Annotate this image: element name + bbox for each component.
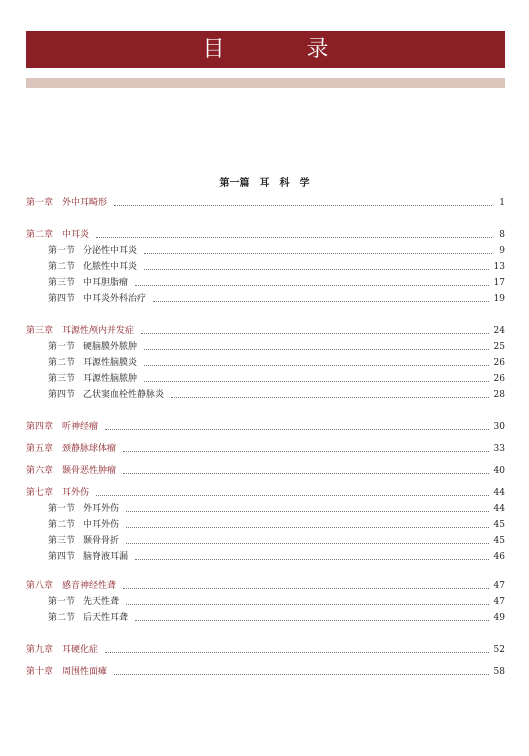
toc-section-8-2[interactable] xyxy=(26,610,505,626)
decorative-band xyxy=(26,78,505,88)
chapter-number: 第五章 xyxy=(26,444,54,454)
dot-leader xyxy=(144,253,492,254)
page-number: 19 xyxy=(493,294,505,304)
section-title: 硬脑膜外脓肿 xyxy=(83,342,138,352)
chapter-number: 第七章 xyxy=(26,488,54,498)
toc-section-8-1[interactable] xyxy=(26,594,505,610)
toc-chapter-6[interactable] xyxy=(26,463,505,479)
title-banner xyxy=(26,31,505,68)
section-number: 第一节 xyxy=(48,504,76,514)
chapter-number: 第九章 xyxy=(26,645,54,655)
section-title: 先天性聋 xyxy=(83,597,120,607)
toc-section-2-3[interactable] xyxy=(26,275,505,291)
section-number: 第三节 xyxy=(48,374,76,384)
section-title: 中耳胆脂瘤 xyxy=(83,278,129,288)
page-title: 目 录 xyxy=(202,36,359,62)
section-title: 外耳外伤 xyxy=(83,504,120,514)
dot-leader xyxy=(96,495,489,496)
section-number: 第四节 xyxy=(48,390,76,400)
section-number: 第二节 xyxy=(48,262,76,272)
page-number: 24 xyxy=(493,326,505,336)
toc-section-7-3[interactable] xyxy=(26,533,505,549)
section-number: 第一节 xyxy=(48,597,76,607)
chapter-number: 第六章 xyxy=(26,466,54,476)
page-number: 1 xyxy=(499,198,505,208)
page-number: 58 xyxy=(493,667,505,677)
dot-leader xyxy=(123,588,489,589)
section-title: 耳源性脑脓肿 xyxy=(83,374,138,384)
section-number: 第二节 xyxy=(48,358,76,368)
toc-chapter-4[interactable] xyxy=(26,419,505,435)
chapter-title: 听神经瘤 xyxy=(62,422,99,432)
page-number: 40 xyxy=(493,466,505,476)
section-number: 第四节 xyxy=(48,294,76,304)
page-number: 45 xyxy=(493,520,505,530)
page-number: 44 xyxy=(493,504,505,514)
page-number: 52 xyxy=(493,645,505,655)
section-number: 第一节 xyxy=(48,246,76,256)
chapter-title: 周围性面瘫 xyxy=(62,667,108,677)
chapter-title: 中耳炎 xyxy=(62,230,90,240)
page-number: 26 xyxy=(493,358,505,368)
page-number: 46 xyxy=(493,552,505,562)
dot-leader xyxy=(144,349,489,350)
chapter-title: 耳源性颅内并发症 xyxy=(62,326,135,336)
toc-section-2-2[interactable] xyxy=(26,259,505,275)
dot-leader xyxy=(144,381,489,382)
dot-leader xyxy=(171,397,489,398)
page-number: 30 xyxy=(493,422,505,432)
section-title: 乙状窦血栓性静脉炎 xyxy=(83,390,165,400)
page-number: 28 xyxy=(493,390,505,400)
toc-section-7-1[interactable] xyxy=(26,501,505,517)
toc-section-2-4[interactable] xyxy=(26,291,505,307)
chapter-title: 颞骨恶性肿瘤 xyxy=(62,466,117,476)
page-number: 33 xyxy=(493,444,505,454)
section-title: 中耳炎外科治疗 xyxy=(83,294,147,304)
section-title: 后天性耳聋 xyxy=(83,613,129,623)
chapter-title: 颈静脉球体瘤 xyxy=(62,444,117,454)
toc-section-3-3[interactable] xyxy=(26,371,505,387)
dot-leader xyxy=(141,333,489,334)
toc-chapter-3[interactable] xyxy=(26,323,505,339)
dot-leader xyxy=(126,511,489,512)
dot-leader xyxy=(153,301,489,302)
toc-section-7-4[interactable] xyxy=(26,549,505,565)
dot-leader xyxy=(126,604,489,605)
dot-leader xyxy=(144,365,489,366)
toc-chapter-1[interactable] xyxy=(26,195,505,211)
dot-leader xyxy=(123,473,489,474)
dot-leader xyxy=(114,205,492,206)
chapter-title: 耳硬化症 xyxy=(62,645,99,655)
toc-chapter-9[interactable] xyxy=(26,642,505,658)
toc-section-3-1[interactable] xyxy=(26,339,505,355)
page-number: 9 xyxy=(499,246,505,256)
part-heading: 第一篇 耳 科 学 xyxy=(219,178,310,189)
section-title: 脑脊液耳漏 xyxy=(83,552,129,562)
section-number: 第三节 xyxy=(48,278,76,288)
page-number: 47 xyxy=(493,581,505,591)
page-number: 8 xyxy=(499,230,505,240)
section-number: 第四节 xyxy=(48,552,76,562)
chapter-number: 第一章 xyxy=(26,198,54,208)
section-title: 耳源性脑膜炎 xyxy=(83,358,138,368)
chapter-title: 感音神经性聋 xyxy=(62,581,117,591)
dot-leader xyxy=(135,285,489,286)
toc-chapter-10[interactable] xyxy=(26,664,505,680)
section-title: 中耳外伤 xyxy=(83,520,120,530)
page-number: 47 xyxy=(493,597,505,607)
toc-chapter-2[interactable] xyxy=(26,227,505,243)
toc-section-3-2[interactable] xyxy=(26,355,505,371)
section-number: 第一节 xyxy=(48,342,76,352)
chapter-number: 第四章 xyxy=(26,422,54,432)
toc-section-3-4[interactable] xyxy=(26,387,505,403)
dot-leader xyxy=(114,674,489,675)
dot-leader xyxy=(126,543,489,544)
dot-leader xyxy=(105,429,489,430)
chapter-title: 耳外伤 xyxy=(62,488,90,498)
dot-leader xyxy=(126,527,489,528)
chapter-number: 第三章 xyxy=(26,326,54,336)
dot-leader xyxy=(135,559,489,560)
chapter-number: 第二章 xyxy=(26,230,54,240)
toc-section-7-2[interactable] xyxy=(26,517,505,533)
dot-leader xyxy=(144,269,489,270)
page-number: 44 xyxy=(493,488,505,498)
page-number: 17 xyxy=(493,278,505,288)
page-number: 13 xyxy=(493,262,505,272)
section-title: 化脓性中耳炎 xyxy=(83,262,138,272)
section-number: 第二节 xyxy=(48,613,76,623)
page-number: 49 xyxy=(493,613,505,623)
dot-leader xyxy=(105,652,489,653)
page-number: 25 xyxy=(493,342,505,352)
section-number: 第三节 xyxy=(48,536,76,546)
toc-chapter-8[interactable] xyxy=(26,578,505,594)
toc-chapter-7[interactable] xyxy=(26,485,505,501)
dot-leader xyxy=(96,237,492,238)
dot-leader xyxy=(123,451,489,452)
chapter-number: 第十章 xyxy=(26,667,54,677)
section-title: 分泌性中耳炎 xyxy=(83,246,138,256)
chapter-number: 第八章 xyxy=(26,581,54,591)
section-title: 颞骨骨折 xyxy=(83,536,120,546)
toc-chapter-5[interactable] xyxy=(26,441,505,457)
section-number: 第二节 xyxy=(48,520,76,530)
dot-leader xyxy=(135,620,489,621)
page-number: 26 xyxy=(493,374,505,384)
page-number: 45 xyxy=(493,536,505,546)
toc-section-2-1[interactable] xyxy=(26,243,505,259)
chapter-title: 外中耳畸形 xyxy=(62,198,108,208)
